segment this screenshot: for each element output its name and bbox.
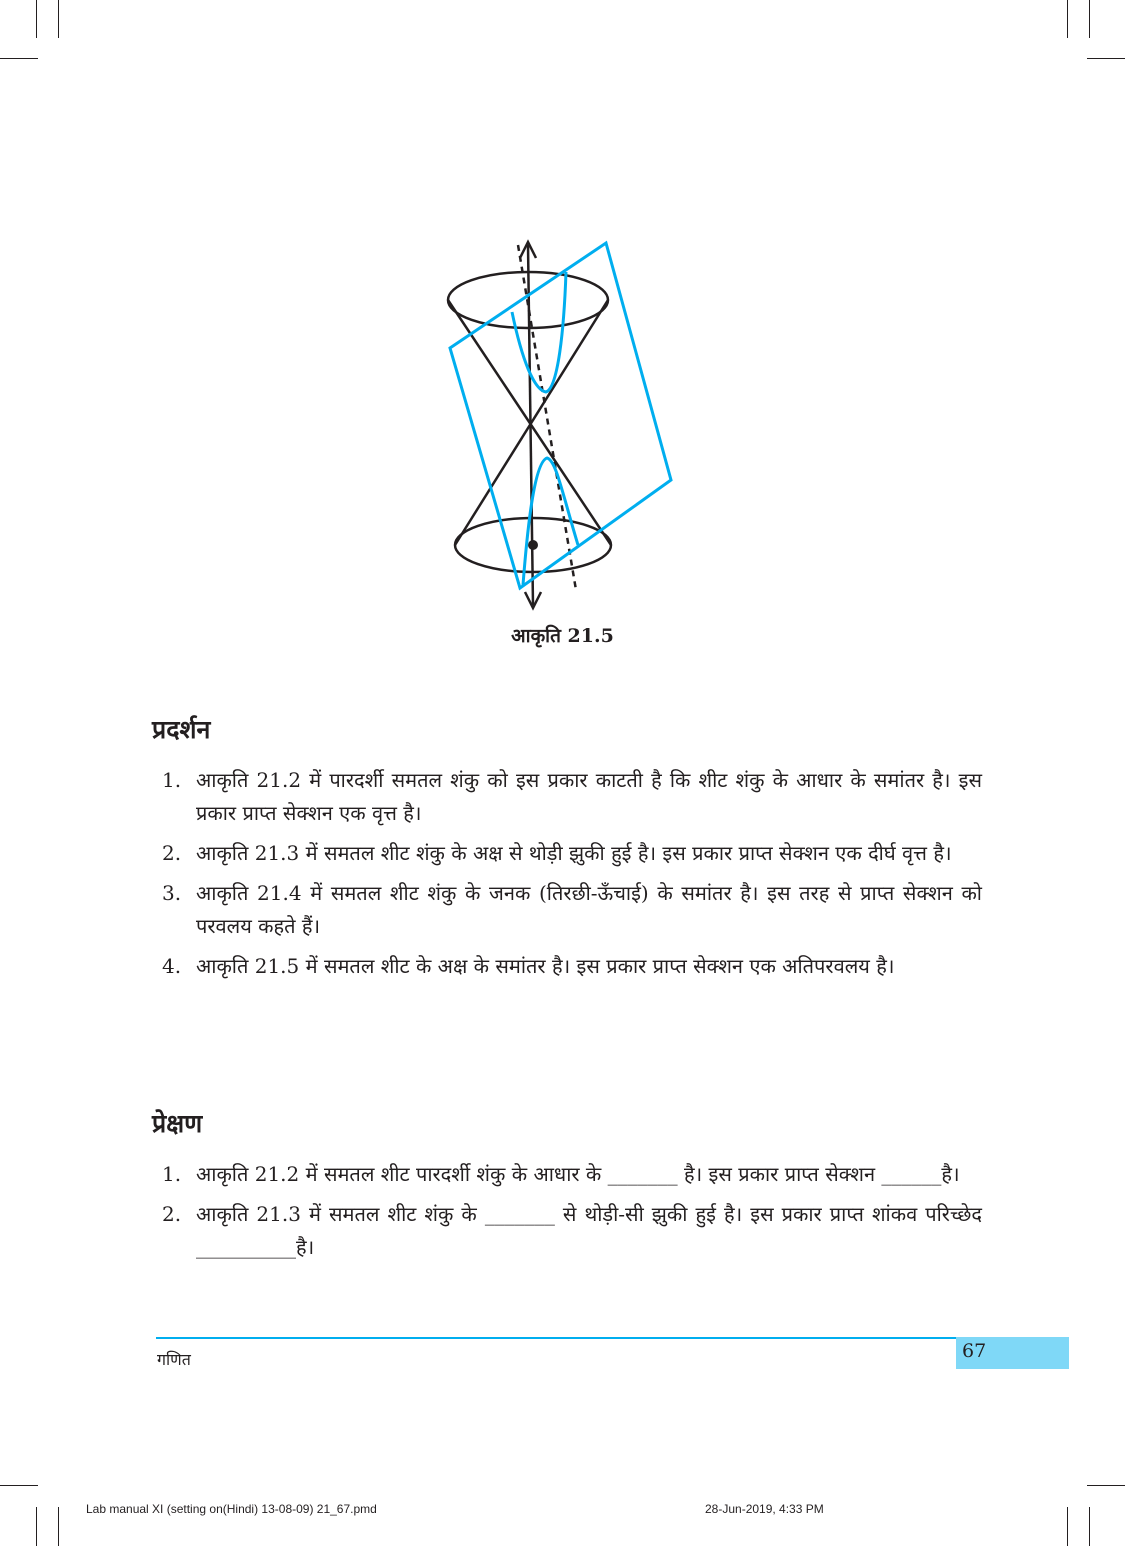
item-text: आकृति 21.2 में समतल शीट पारदर्शी शंकु के आधार के _______ है। इस प्रकार प्राप्त सेक्शन ______है। [196, 1162, 960, 1186]
item-number: 2. [162, 1202, 182, 1226]
item-text: आकृति 21.2 में पारदर्शी समतल शंकु को इस प्रकार काटती है कि शीट शंकु के आधार के समांतर है। इस प्रकार प्राप्त सेक्शन एक वृत्त है। [196, 768, 982, 825]
crop-mark [58, 1507, 59, 1546]
list-item [162, 837, 982, 870]
item-number: 3. [162, 881, 182, 905]
list-item [162, 950, 982, 983]
figure-caption: आकृति 21.5 [511, 625, 614, 647]
item-number: 1. [162, 1162, 182, 1186]
item-text: आकृति 21.4 में समतल शीट शंकु के जनक (तिरछी-ऊँचाई) के समांतर है। इस तरह से प्राप्त सेक्शन को परवलय कहते हैं। [196, 881, 982, 938]
demonstration-list [162, 764, 982, 983]
cutting-plane [450, 243, 671, 588]
crop-mark [1067, 1507, 1068, 1546]
footer-rule [156, 1337, 956, 1339]
crop-mark [1087, 1485, 1125, 1486]
item-text: आकृति 21.3 में समतल शीट शंकु के अक्ष से थोड़ी झुकी हुई है। इस प्रकार प्राप्त सेक्शन एक दीर्घ वृत्त है। [196, 841, 952, 865]
crop-mark [1089, 1507, 1090, 1546]
list-item [162, 764, 982, 830]
item-number: 1. [162, 768, 182, 792]
list-item [162, 1198, 982, 1264]
item-number: 2. [162, 841, 182, 865]
item-text: आकृति 21.3 में समतल शीट शंकु के _______ से थोड़ी-सी झुकी हुई है। इस प्रकार प्राप्त शांकव परिच्छेद __________है। [196, 1202, 982, 1259]
item-number: 4. [162, 954, 182, 978]
plane-sheet [450, 243, 671, 588]
print-timestamp: 28-Jun-2019, 4:33 PM [705, 1502, 824, 1516]
list-item [162, 1158, 982, 1191]
page-number: 67 [962, 1340, 987, 1362]
upper-hyperbola-branch [512, 272, 566, 392]
crop-mark [0, 1485, 38, 1486]
item-text: आकृति 21.5 में समतल शीट के अक्ष के समांतर है। इस प्रकार प्राप्त सेक्शन एक अतिपरवलय है। [196, 954, 895, 978]
footer-subject: गणित [157, 1350, 191, 1369]
file-slug: Lab manual XI (setting on(Hindi) 13-08-09) 21_67.pmd [86, 1502, 377, 1516]
observation-heading: प्रेक्षण [152, 1109, 203, 1138]
observation-list [162, 1158, 982, 1264]
crop-mark [36, 1507, 37, 1546]
double-cone-hyperbola-figure [0, 0, 1125, 700]
apex-point [528, 540, 538, 550]
list-item [162, 877, 982, 943]
demonstration-heading: प्रदर्शन [152, 715, 211, 744]
